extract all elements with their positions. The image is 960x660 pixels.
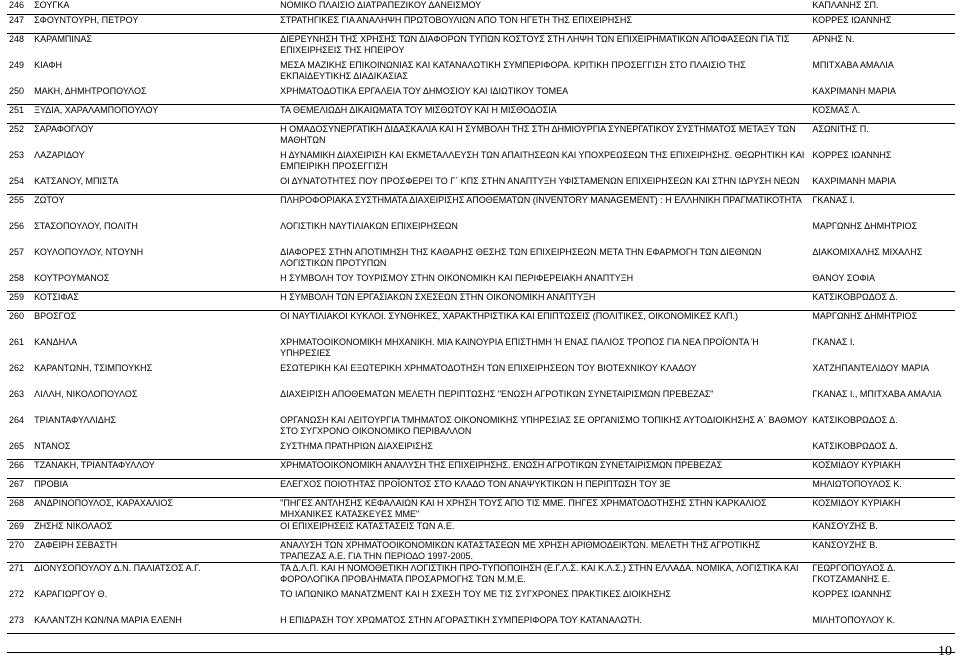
table-row [7,589,955,615]
student-names: ΝΤΑΝΟΣ [34,441,71,451]
row-number: 253 [9,150,25,160]
student-names: ΖΩΤΟΥ [34,195,65,205]
supervisor: ΚΑΤΣΙΚΟΒΡΩΔΟΣ Δ. [812,415,898,425]
supervisor: ΓΚΑΝΑΣ Ι. [812,337,855,347]
supervisor: ΚΟΡΡΕΣ ΙΩΑΝΝΗΣ [812,150,892,160]
thesis-table [7,0,955,653]
table-row [7,124,955,150]
student-names: ΠΡΟΒΙΑ [34,479,69,489]
supervisor: ΚΟΡΡΕΣ ΙΩΑΝΝΗΣ [812,589,892,599]
supervisor: ΧΑΤΖΗΠΑΝΤΕΛΙΔΟΥ ΜΑΡΙΑ [812,363,930,373]
table-row [7,460,955,478]
supervisor: ΚΑΤΣΙΚΟΒΡΩΔΟΣ Δ. [812,292,898,302]
student-names: ΑΝΔΡΙΝΟΠΟΥΛΟΣ, ΚΑΡΑΧΑΛΙΟΣ [34,498,173,508]
supervisor [810,634,955,652]
table-row [7,150,955,176]
thesis-title: Η ΔΥΝΑΜΙΚΗ ΔΙΑΧΕΙΡΙΣΗ ΚΑΙ ΕΚΜΕΤΑΛΛΕΥΣΗ ΤΩΝ ΑΠΑΙΤΗΣΕΩΝ ΚΑΙ ΥΠΟΧΡΕΩΣΕΩΝ ΤΗΣ ΕΠΙΧΕΙΡΗΣΗΣ. ΘΕΩΡΗΤΙΚΗ ΚΑΙ ΕΜΠΕΙΡΙΚΗ ΠΡΟΣΕΓΓΙΣΗ [280,150,805,171]
table-row [7,441,955,459]
thesis-table-body [7,0,955,653]
student-names: ΚΟΤΣΙΦΑΣ [34,292,79,302]
row-number: 254 [9,176,25,186]
student-names: ΖΗΣΗΣ ΝΙΚΟΛΑΟΣ [34,521,113,531]
student-names: ΚΟΥΤΡΟΥΜΑΝΟΣ [34,273,110,283]
row-number: 270 [9,540,25,550]
thesis-title: ΔΙΕΡΕΥΝΗΣΗ ΤΗΣ ΧΡΗΣΗΣ ΤΩΝ ΔΙΑΦΟΡΩΝ ΤΥΠΩΝ ΚΟΣΤΟΥΣ ΣΤΗ ΛΗΨΗ ΤΩΝ ΕΠΙΧΕΙΡΗΜΑΤΙΚΩΝ ΑΠΟΦΑΣΕΩΝ ΓΙΑ ΤΙΣ ΕΠΙΧΕΙΡΗΣΕΙΣ ΤΗΣ ΗΠΕΙΡΟΥ [280,34,790,55]
row-number: 264 [9,415,25,425]
table-row [7,105,955,123]
thesis-title: ΣΥΣΤΗΜΑ ΠΡΑΤΗΡΙΩΝ ΔΙΑΧΕΙΡΙΣΗΣ [280,441,433,451]
row-number: 273 [9,615,25,625]
table-row [7,389,955,415]
student-names: ΤΡΙΑΝΤΑΦΥΛΛΙΔΗΣ [34,415,116,425]
supervisor: ΓΚΑΝΑΣ Ι., ΜΠΙΤΧΑΒΑ ΑΜΑΛΙΑ [812,389,942,399]
thesis-title: ΑΝΑΛΥΣΗ ΤΩΝ ΧΡΗΜΑΤΟΟΙΚΟΝΟΜΙΚΩΝ ΚΑΤΑΣΤΑΣΕΩΝ ΜΕ ΧΡΗΣΗ ΑΡΙΘΜΟΔΕΙΚΤΩΝ. ΜΕΛΕΤΗ ΤΗΣ ΑΓΡΟΤΙΚΗΣ ΤΡΑΠΕΖΑΣ Α.Ε. ΓΙΑ ΤΗΝ ΠΕΡΙΟΔΟ 1997-2005. [280,540,761,561]
row-number: 260 [9,311,25,321]
supervisor: ΚΑΤΣΙΚΟΒΡΩΔΟΣ Δ. [812,441,898,451]
table-row [7,415,955,441]
thesis-title: "ΠΗΓΕΣ ΑΝΤΛΗΣΗΣ ΚΕΦΑΛΑΙΩΝ ΚΑΙ Η ΧΡΗΣΗ ΤΟΥΣ ΑΠΟ ΤΙΣ ΜΜΕ. ΠΗΓΕΣ ΧΡΗΜΑΤΟΔΟΤΗΣΗΣ ΣΤΗΝ ΚΑΡΚΑΛΙΟΣ ΜΗΧΑΝΙΚΕΣ ΚΑΤΑΣΚΕΥΕΣ ΜΜΕ" [280,498,767,519]
thesis-title: ΕΛΕΓΧΟΣ ΠΟΙΟΤΗΤΑΣ ΠΡΟΪΟΝΤΟΣ ΣΤΟ ΚΛΑΔΟ ΤΟΝ ΑΝΑΨΥΚΤΙΚΩΝ Η ΠΕΡΙΠΤΩΣΗ ΤΟΥ 3Ε [280,479,671,489]
thesis-title: ΟΡΓΑΝΩΣΗ ΚΑΙ ΛΕΙΤΟΥΡΓΙΑ ΤΜΗΜΑΤΟΣ ΟΙΚΟΝΟΜΙΚΗΣ ΥΠΗΡΕΣΙΑΣ ΣΕ ΟΡΓΑΝΙΣΜΟ ΤΟΠΙΚΗΣ ΑΥΤΟΔΙΟΙΚΗΣΗΣ Α΄ ΒΑΘΜΟΥ ΣΤΟ ΣΥΓΧΡΟΝΟ ΟΙΚΟΝΟΜΙΚΟ ΠΕΡΙΒΑΛΛΟΝ [280,415,808,436]
thesis-title: ΜΕΣΑ ΜΑΖΙΚΗΣ ΕΠΙΚΟΙΝΩΝΙΑΣ ΚΑΙ ΚΑΤΑΝΑΛΩΤΙΚΗ ΣΥΜΠΕΡΙΦΟΡΑ. ΚΡΙΤΙΚΗ ΠΡΟΣΕΓΓΙΣΗ ΣΤΟ ΠΛΑΙΣΙΟ ΤΗΣ ΕΚΠΑΙΔΕΥΤΙΚΗΣ ΔΙΑΔΙΚΑΣΙΑΣ [280,60,746,81]
student-names: ΚΑΛΑΝΤΖΗ ΚΩΝ/ΝΑ ΜΑΡΙΑ ΕΛΕΝΗ [34,615,182,625]
table-row [7,86,955,104]
thesis-title: ΔΙΑΦΟΡΕΣ ΣΤΗΝ ΑΠΟΤΙΜΗΣΗ ΤΗΣ ΚΑΘΑΡΗΣ ΘΕΣΗΣ ΤΩΝ ΕΠΙΧΕΙΡΗΣΕΩΝ ΜΕΤΑ ΤΗΝ ΕΦΑΡΜΟΓΗ ΤΩΝ ΔΙΕΘΝΩΝ ΛΟΓΙΣΤΙΚΩΝ ΠΡΟΤΥΠΩΝ [280,247,762,268]
thesis-title: ΛΟΓΙΣΤΙΚΗ ΝΑΥΤΙΛΙΑΚΩΝ ΕΠΙΧΕΙΡΗΣΕΩΝ [280,221,458,231]
table-row [7,15,955,33]
thesis-title: ΤΑ Δ.Λ.Π. ΚΑΙ Η ΝΟΜΟΘΕΤΙΚΗ ΛΟΓΙΣΤΙΚΗ ΠΡΟ-ΤΥΠΟΠΟΙΗΣΗ (Ε.Γ.Λ.Σ. ΚΑΙ Κ.Λ.Σ.) ΣΤΗΝ ΕΛΛΑΔΑ. ΝΟΜΙΚΑ, ΛΟΓΙΣΤΙΚΑ ΚΑΙ ΦΟΡΟΛΟΓΙΚΑ ΠΡΟΒΛΗΜΑΤΑ ΠΡΟΣΑΡΜΟΓΗΣ ΤΩΝ Μ.Μ.Ε. [280,563,799,584]
student-names: ΛΑΖΑΡΙΔΟΥ [34,150,85,160]
thesis-title: Η ΣΥΜΒΟΛΗ ΤΟΥ ΤΟΥΡΙΣΜΟΥ ΣΤΗΝ ΟΙΚΟΝΟΜΙΚΗ ΚΑΙ ΠΕΡΙΦΕΡΕΙΑΚΗ ΑΝΑΠΤΥΞΗ [280,273,634,283]
row-number: 249 [9,60,25,70]
table-row [7,634,955,652]
row-number: 261 [9,337,25,347]
supervisor: ΚΟΣΜΙΔΟΥ ΚΥΡΙΑΚΗ [812,498,901,508]
table-row [7,221,955,247]
thesis-title: Η ΟΜΑΔΟΣΥΝΕΡΓΑΤΙΚΗ ΔΙΔΑΣΚΑΛΙΑ ΚΑΙ Η ΣΥΜΒΟΛΗ ΤΗΣ ΣΤΗ ΔΗΜΙΟΥΡΓΙΑ ΣΥΝΕΡΓΑΤΙΚΟΥ ΣΥΣΤΗΜΑΤΟΣ ΜΕΤΑΞΥ ΤΩΝ ΜΑΘΗΤΩΝ [280,124,796,145]
supervisor: ΚΟΣΜΑΣ Λ. [812,105,861,115]
student-names: ΒΡΟΣΓΟΣ [34,311,77,321]
student-names: ΖΑΦΕΙΡΗ ΣΕΒΑΣΤΗ [34,540,118,550]
supervisor: ΓΕΩΡΓΟΠΟΥΛΟΣ Δ. ΓΚΟΤΖΑΜΑΝΗΣ Ε. [812,563,896,584]
table-row [7,195,955,221]
row-number: 252 [9,124,25,134]
table-row [7,615,955,633]
thesis-title: ΧΡΗΜΑΤΟΟΙΚΟΝΟΜΙΚΗ ΜΗΧΑΝΙΚΗ. ΜΙΑ ΚΑΙΝΟΥΡΙΑ ΕΠΙΣΤΗΜΗ Ή ΕΝΑΣ ΠΑΛΙΟΣ ΤΡΟΠΟΣ ΓΙΑ ΝΕΑ ΠΡΟΪΟΝΤΑ Ή ΥΠΗΡΕΣΙΕΣ [280,337,759,358]
thesis-title: ΔΙΑΧΕΙΡΙΣΗ ΑΠΟΘΕΜΑΤΩΝ ΜΕΛΕΤΗ ΠΕΡΙΠΤΩΣΗΣ "ΕΝΩΣΗ ΑΓΡΟΤΙΚΩΝ ΣΥΝΕΤΑΙΡΙΣΜΩΝ ΠΡΕΒΕΖΑΣ" [280,389,714,399]
supervisor: ΚΑΝΣΟΥΖΗΣ Β. [812,540,878,550]
student-names: ΣΑΡΑΦΟΓΛΟΥ [34,124,94,134]
row-number: 267 [9,479,25,489]
supervisor: ΚΑΧΡΙΜΑΝΗ ΜΑΡΙΑ [812,86,896,96]
supervisor: ΜΗΛΙΩΤΟΠΟΥΛΟΣ Κ. [812,479,902,489]
row-number: 255 [9,195,25,205]
supervisor: ΜΙΛΗΤΟΠΟΥΛΟΥ Κ. [812,615,896,625]
row-number: 262 [9,363,25,373]
row-number: 256 [9,221,25,231]
student-names: ΣΦΟΥΝΤΟΥΡΗ, ΠΕΤΡΟΥ [34,15,139,25]
row-number: 259 [9,292,25,302]
supervisor: ΚΟΣΜΙΔΟΥ ΚΥΡΙΑΚΗ [812,460,901,470]
thesis-title: ΧΡΗΜΑΤΟΟΙΚΟΝΟΜΙΚΗ ΑΝΑΛΥΣΗ ΤΗΣ ΕΠΙΧΕΙΡΗΣΗΣ. ΕΝΩΣΗ ΑΓΡΟΤΙΚΩΝ ΣΥΝΕΤΑΙΡΙΣΜΩΝ ΠΡΕΒΕΖΑΣ [280,460,723,470]
thesis-title: Η ΕΠΙΔΡΑΣΗ ΤΟΥ ΧΡΩΜΑΤΟΣ ΣΤΗΝ ΑΓΟΡΑΣΤΙΚΗ ΣΥΜΠΕΡΙΦΟΡΑ ΤΟΥ ΚΑΤΑΝΑΛΩΤΗ. [280,615,642,625]
student-names: ΚΑΝΔΗΛΑ [34,337,78,347]
table-row [7,479,955,497]
page-number: 10 [938,644,952,659]
row-number: 266 [9,460,25,470]
student-names: ΞΥΔΙΑ, ΧΑΡΑΛΑΜΠΟΠΟΥΛΟΥ [34,105,159,115]
table-row [7,247,955,273]
student-names: ΚΙΑΦΗ [34,60,63,70]
student-names: ΔΙΟΝΥΣΟΠΟΥΛΟΥ Δ.Ν. ΠΑΛΙΑΤΣΟΣ Α.Γ. [34,563,201,573]
student-names: ΚΑΡΑΝΤΩΝΗ, ΤΣΙΜΠΟΥΚΗΣ [34,363,153,373]
thesis-title: ΤΑ ΘΕΜΕΛΙΩΔΗ ΔΙΚΑΙΩΜΑΤΑ ΤΟΥ ΜΙΣΘΩΤΟΥ ΚΑΙ Η ΜΙΣΘΟΔΟΣΙΑ [280,105,557,115]
row-number: 269 [9,521,25,531]
row-divider [7,652,955,653]
thesis-title: Η ΣΥΜΒΟΛΗ ΤΩΝ ΕΡΓΑΣΙΑΚΩΝ ΣΧΕΣΕΩΝ ΣΤΗΝ ΟΙΚΟΝΟΜΙΚΗ ΑΝΑΠΤΥΞΗ [280,292,596,302]
supervisor: ΚΑΝΣΟΥΖΗΣ Β. [812,521,878,531]
thesis-title: ΟΙ ΔΥΝΑΤΟΤΗΤΕΣ ΠΟΥ ΠΡΟΣΦΕΡΕΙ ΤΟ Γ΄ ΚΠΣ ΣΤΗΝ ΑΝΑΠΤΥΞΗ ΥΦΙΣΤΑΜΕΝΩΝ ΕΠΙΧΕΙΡΗΣΕΩΝ ΚΑΙ ΣΤΗΝ ΙΔΡΥΣΗ ΝΕΩΝ [280,176,800,186]
row-number [7,634,32,652]
table-row [7,176,955,194]
row-number: 268 [9,498,25,508]
supervisor: ΔΙΑΚΟΜΙΧΑΛΗΣ ΜΙΧΑΛΗΣ [812,247,923,257]
supervisor: ΜΑΡΓΩΝΗΣ ΔΗΜΗΤΡΙΟΣ [812,311,918,321]
student-names: ΚΑΤΣΑΝΟΥ, ΜΠΙΣΤΑ [34,176,119,186]
supervisor: ΓΚΑΝΑΣ Ι. [812,195,855,205]
supervisor: ΜΑΡΓΩΝΗΣ ΔΗΜΗΤΡΙΟΣ [812,221,918,231]
row-number: 263 [9,389,25,399]
student-names: ΣΟΥΓΚΑ [34,0,70,10]
student-names: ΚΑΡΑΜΠΙΝΑΣ [34,34,93,44]
thesis-title: ΝΟΜΙΚΟ ΠΛΑΙΣΙΟ ΔΙΑΤΡΑΠΕΖΙΚΟΥ ΔΑΝΕΙΣΜΟΥ [280,0,482,10]
supervisor: ΚΑΧΡΙΜΑΝΗ ΜΑΡΙΑ [812,176,896,186]
row-number: 272 [9,589,25,599]
student-names: ΜΑΚΗ, ΔΗΜΗΤΡΟΠΟΥΛΟΣ [34,86,147,96]
table-row [7,273,955,291]
thesis-title: ΕΣΩΤΕΡΙΚΗ ΚΑΙ ΕΞΩΤΕΡΙΚΗ ΧΡΗΜΑΤΟΔΟΤΗΣΗ ΤΩΝ ΕΠΙΧΕΙΡΗΣΕΩΝ ΤΟΥ ΒΙΟΤΕΧΝΙΚΟΥ ΚΛΑΔΟΥ [280,363,697,373]
table-row [7,337,955,363]
student-names: ΛΙΛΛΗ, ΝΙΚΟΛΟΠΟΥΛΟΣ [34,389,138,399]
table-row [7,0,955,14]
thesis-title: ΟΙ ΝΑΥΤΙΛΙΑΚΟΙ ΚΥΚΛΟΙ. ΣΥΝΘΗΚΕΣ, ΧΑΡΑΚΤΗΡΙΣΤΙΚΑ ΚΑΙ ΕΠΙΠΤΩΣΕΙΣ (ΠΟΛΙΤΙΚΕΣ, ΟΙΚΟΝΟΜΙΚΕΣ ΚΛΠ.) [280,311,739,321]
student-names: ΣΤΑΣΟΠΟΥΛΟΥ, ΠΟΛΙΤΗ [34,221,138,231]
student-names: ΚΟΥΛΟΠΟΥΛΟΥ, ΝΤΟΥΝΗ [34,247,144,257]
table-row [7,563,955,589]
table-row [7,363,955,389]
row-number: 265 [9,441,25,451]
row-number: 257 [9,247,25,257]
row-number: 250 [9,86,25,96]
table-row [7,498,955,520]
table-row [7,292,955,310]
student-names: ΚΑΡΑΓΙΩΡΓΟΥ Θ. [34,589,108,599]
row-number: 251 [9,105,25,115]
supervisor: ΘΑΝΟΥ ΣΟΦΙΑ [812,273,875,283]
row-number: 248 [9,34,25,44]
supervisor: ΚΟΡΡΕΣ ΙΩΑΝΝΗΣ [812,15,892,25]
thesis-title: ΤΟ ΙΑΠΩΝΙΚΟ ΜΑΝΑΤΖΜΕΝΤ ΚΑΙ Η ΣΧΕΣΗ ΤΟΥ ΜΕ ΤΙΣ ΣΥΓΧΡΟΝΕΣ ΠΡΑΚΤΙΚΕΣ ΔΙΟΙΚΗΣΗΣ [280,589,671,599]
thesis-title: ΣΤΡΑΤΗΓΙΚΕΣ ΓΙΑ ΑΝΑΛΗΨΗ ΠΡΩΤΟΒΟΥΛΙΩΝ ΑΠΟ ΤΟΝ ΗΓΕΤΗ ΤΗΣ ΕΠΙΧΕΙΡΗΣΗΣ [280,15,632,25]
row-number: 247 [9,15,25,25]
thesis-title: ΧΡΗΜΑΤΟΔΟΤΙΚΑ ΕΡΓΑΛΕΙΑ ΤΟΥ ΔΗΜΟΣΙΟΥ ΚΑΙ ΙΔΙΩΤΙΚΟΥ ΤΟΜΕΑ [280,86,569,96]
table-row [7,60,955,86]
table-row [7,311,955,337]
table-row [7,521,955,539]
thesis-title: ΠΛΗΡΟΦΟΡΙΑΚΑ ΣΥΣΤΗΜΑΤΑ ΔΙΑΧΕΙΡΙΣΗΣ ΑΠΟΘΕΜΑΤΩΝ (INVENTORY MANAGEMENT) : Η ΕΛΛΗΝΙΚΗ ΠΡΑΓΜΑΤΙΚΟΤΗΤΑ [280,195,802,205]
thesis-title [278,634,810,652]
thesis-title: ΟΙ ΕΠΙΧΕΙΡΗΣΕΙΣ ΚΑΤΑΣΤΑΣΕΙΣ ΤΩΝ Α.Ε. [280,521,455,531]
row-number: 246 [9,0,25,10]
row-number: 258 [9,273,25,283]
student-names [32,634,278,652]
supervisor: ΚΑΠΛΑΝΗΣ ΣΠ. [812,0,879,10]
row-number: 271 [9,563,25,573]
supervisor: ΑΡΝΗΣ Ν. [812,34,855,44]
table-row [7,34,955,60]
student-names: ΤΖΑΝΑΚΗ, ΤΡΙΑΝΤΑΦΥΛΛΟΥ [34,460,155,470]
table-row [7,540,955,562]
supervisor: ΑΣΩΝΙΤΗΣ Π. [812,124,869,134]
supervisor: ΜΠΙΤΧΑΒΑ ΑΜΑΛΙΑ [812,60,894,70]
